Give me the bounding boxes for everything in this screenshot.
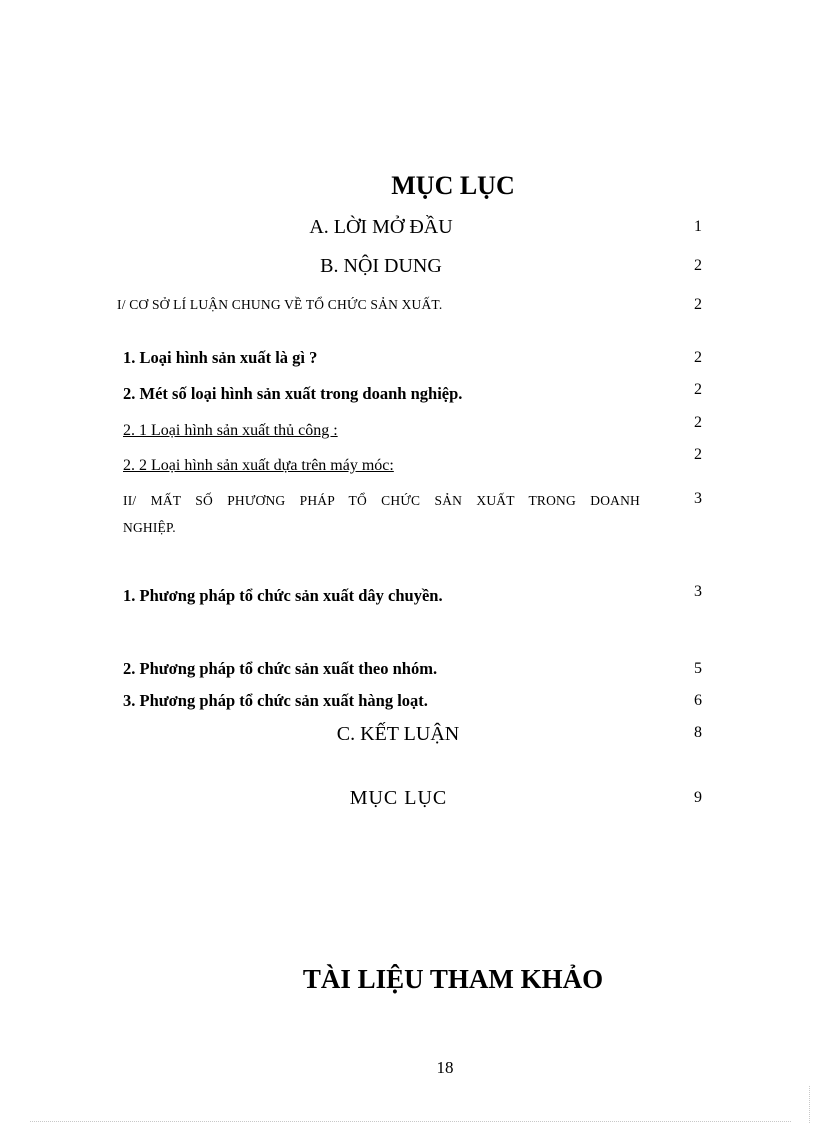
toc-page-method-3: 6 [694,692,702,709]
toc-section-c: C. KẾT LUẬN [336,723,460,745]
toc-part-2-line-1: II/ MẤT SỐ PHƯƠNG PHÁP TỔ CHỨC SẢN XUẤT TRONG DOANH [123,493,640,508]
toc-page-method-1: 3 [694,583,702,600]
toc-page-muc-luc: 9 [694,789,702,806]
toc-part-2-line-2: NGHIỆP. [123,520,176,535]
page-title: MỤC LỤC [391,171,515,200]
toc-item-1: 1. Loại hình sản xuất là gì ? [123,348,318,367]
toc-section-muc-luc: MỤC LỤC [349,787,448,809]
toc-page-b: 2 [694,257,702,274]
toc-item-2: 2. Mét số loại hình sản xuất trong doanh nghiệp. [123,384,463,403]
toc-section-a: A. LỜI MỞ ĐẦU [309,216,453,238]
toc-page-item-1: 2 [694,349,702,366]
toc-page-a: 1 [694,218,702,235]
toc-part-1: I/ CƠ SỞ LÍ LUẬN CHUNG VỀ TỔ CHỨC SẢN XUẤT. [117,297,443,312]
toc-page-c: 8 [694,724,702,741]
toc-item-2-1: 2. 1 Loại hình sản xuất thủ công : [123,422,338,439]
toc-method-3: 3. Phương pháp tổ chức sản xuất hàng loạt. [123,691,428,710]
toc-page-method-2: 5 [694,660,702,677]
toc-page-part-1: 2 [694,296,702,313]
references-title: TÀI LIỆU THAM KHẢO [302,964,604,994]
toc-section-b: B. NỘI DUNG [320,255,442,277]
toc-method-1: 1. Phương pháp tổ chức sản xuất dây chuyền. [123,586,443,605]
toc-page-item-2-2: 2 [694,446,702,463]
page-bottom-border [30,1121,791,1122]
toc-page-item-2: 2 [694,381,702,398]
page-number: 18 [436,1058,454,1077]
toc-page-part-2: 3 [694,490,702,507]
toc-method-2: 2. Phương pháp tổ chức sản xuất theo nhóm. [123,659,438,678]
page-right-border [809,1086,810,1123]
toc-page-item-2-1: 2 [694,414,702,431]
toc-item-2-2: 2. 2 Loại hình sản xuất dựa trên máy móc: [123,457,394,474]
